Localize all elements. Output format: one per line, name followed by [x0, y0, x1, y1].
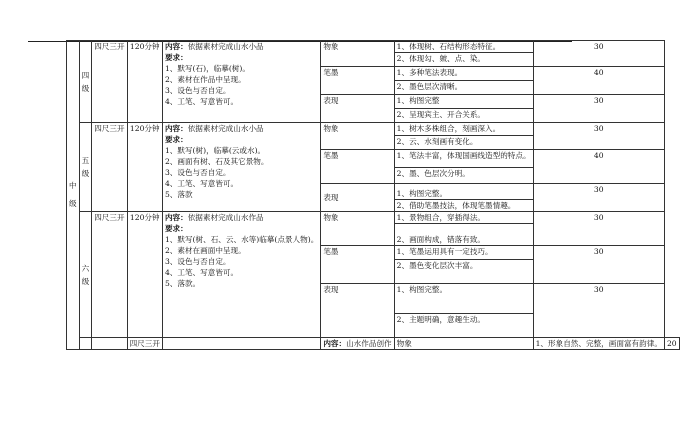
- grade-5-crit-3a: 1、构图完整。: [394, 184, 533, 200]
- grade-4-cat-2: 笔墨: [321, 67, 394, 95]
- grade-6-crit-1b: 2、画面构成，错落有致。: [394, 224, 533, 246]
- grade-6-crit-2b: 2、墨色变化层次丰富。: [394, 260, 533, 284]
- grade-4-size: 四尺三开: [92, 41, 127, 123]
- grade-6-label: 六 级: [81, 263, 90, 286]
- grade-4-cat-1: 物象: [321, 41, 394, 67]
- grade-5-label: 五 级: [81, 156, 90, 178]
- grade-4-label: 四 级: [81, 70, 90, 93]
- grade-6-score-3: 30: [533, 284, 664, 338]
- grade-4-crit-3a: 1、构图完整: [394, 95, 533, 109]
- grade-5-cat-2: 笔墨: [321, 150, 394, 184]
- grade-6-cat-3: 表现: [321, 284, 394, 338]
- grade-5-cat-3: 表现: [321, 184, 394, 212]
- grade-5-crit-2a: 1、笔法丰富，体现国画线造型的特点。: [394, 150, 533, 168]
- grade-5-crit-1a: 1、树木多株组合，刻画深入。: [394, 123, 533, 136]
- last-score: 20: [664, 338, 679, 350]
- last-level-cell: [79, 338, 92, 350]
- grade-5-score-1: 30: [533, 123, 664, 150]
- grade-5-crit-1b: 2、云、水刻画有变化。: [394, 136, 533, 150]
- grade-6-cat-2: 笔墨: [321, 246, 394, 284]
- grade-6-content: 内容：依据素材完成山水作品 要求： 1、默写(树、石、云、水等)临摹(点景人物)。 2、素材在画面中呈现。 3、设色与否自定。 4、工笔、写意皆可。 5、落款。: [162, 212, 320, 338]
- last-grade-cell: [92, 338, 127, 350]
- level-label: 中 级: [69, 181, 77, 208]
- grade-4-content: 内容：依据素材完成山水小品 要求： 1、默写(石)，临摹(树)。 2、素材在作品中呈现。 3、设色与否自定。 4、工笔、写意皆可。: [162, 41, 320, 123]
- grade-4-score-2: 40: [533, 67, 664, 95]
- level-cell: [67, 41, 80, 350]
- grade-5-size: 四尺三开: [92, 123, 127, 212]
- grade-5-content: 内容：依据素材完成山水小品 要求： 1、默写(树)，临摹(云或水)。 2、画面有树、石及其它景物。 3、设色与否自定。 4、工笔、写意皆可。 5、落款: [162, 123, 320, 212]
- grade-5-crit-2b: 2、墨、色层次分明。: [394, 168, 533, 184]
- last-category: 物象: [394, 338, 533, 350]
- last-size: 四尺三开: [127, 338, 162, 350]
- grade-6-crit-1a: 1、景物组合，穿插得法。: [394, 212, 533, 224]
- grade-4-score-1: 30: [533, 41, 664, 67]
- grade-6-score-1: 30: [533, 212, 664, 246]
- grade-4-crit-1a: 1、体现树、石结构形态特征。: [394, 41, 533, 53]
- last-criterion: 1、形象自然、完整，画面富有韵律。: [533, 338, 664, 350]
- grade-5-time: 120分钟: [127, 123, 162, 212]
- grade-4-cell: [79, 41, 92, 123]
- grade-5-cell: [79, 123, 92, 212]
- grade-4-time: 120分钟: [127, 41, 162, 123]
- grade-6-crit-3b: 2、主题明确，意趣生动。: [394, 314, 533, 338]
- grade-4-score-3: 30: [533, 95, 664, 123]
- grade-4-crit-1b: 2、体现勾、皴、点、染。: [394, 53, 533, 67]
- grade-5-score-3: 30: [533, 184, 664, 212]
- grade-6-cat-1: 物象: [321, 212, 394, 246]
- grade-4-crit-3b: 2、呈现宾主、开合关系。: [394, 109, 533, 123]
- grade-5-score-2: 40: [533, 150, 664, 184]
- last-content: 内容：山水作品创作: [321, 338, 394, 350]
- grade-6-crit-2a: 1、笔墨运用具有一定技巧。: [394, 246, 533, 260]
- grade-6-crit-3a: 1、构图完整。: [394, 284, 533, 314]
- grade-4-crit-2b: 2、墨色层次清晰。: [394, 81, 533, 95]
- grading-table: [66, 40, 680, 350]
- grade-6-score-2: 30: [533, 246, 664, 284]
- grade-6-size: 四尺三开: [92, 212, 127, 338]
- grade-5-crit-3b: 2、借助笔墨技法，体现笔墨情趣。: [394, 200, 533, 212]
- grade-6-time: 120分钟: [127, 212, 162, 338]
- grade-6-cell: [79, 212, 92, 338]
- grade-4-cat-3: 表现: [321, 95, 394, 123]
- grade-4-crit-2a: 1、多种笔法表现。: [394, 67, 533, 81]
- last-time: [162, 338, 320, 350]
- grade-5-cat-1: 物象: [321, 123, 394, 150]
